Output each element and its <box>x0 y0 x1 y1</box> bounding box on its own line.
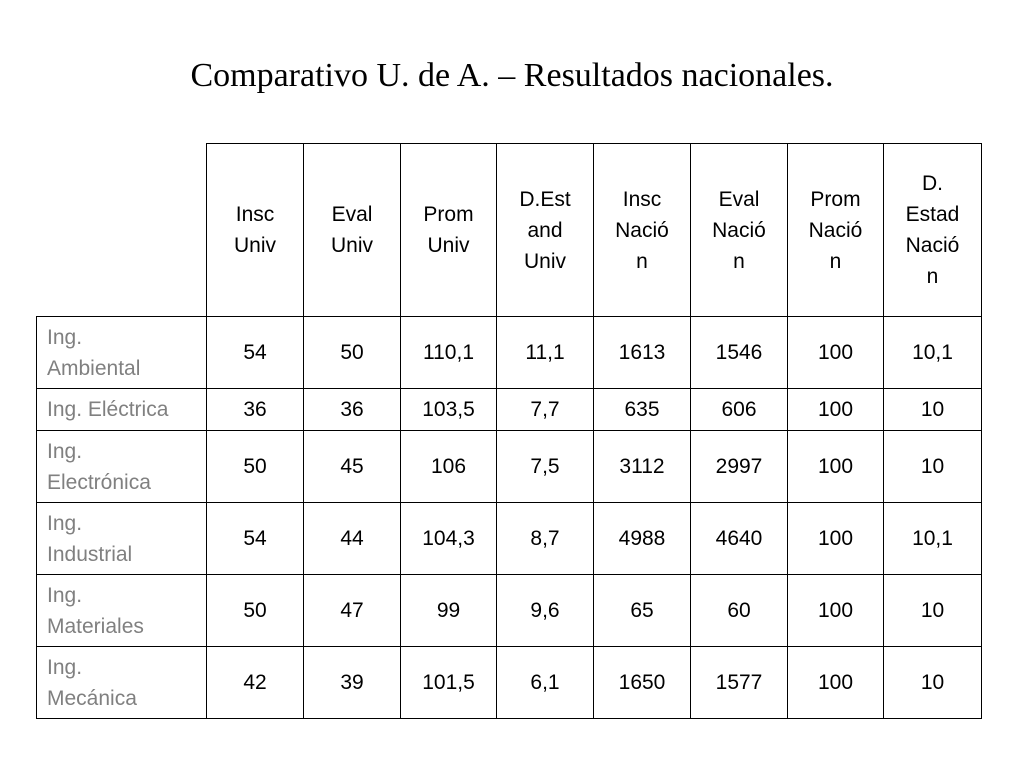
table-cell: 54 <box>207 317 304 389</box>
table-cell: 50 <box>207 575 304 647</box>
table-cell: 10,1 <box>884 317 982 389</box>
row-label: Ing. Materiales <box>37 575 207 647</box>
table-cell: 10 <box>884 389 982 431</box>
results-table <box>36 143 982 719</box>
column-header-prom-univ: Prom Univ <box>401 144 497 317</box>
table-cell: 635 <box>594 389 691 431</box>
table-cell: 36 <box>304 389 401 431</box>
table-cell: 99 <box>401 575 497 647</box>
row-label: Ing. Industrial <box>37 503 207 575</box>
column-header-dest-univ: D.Est and Univ <box>497 144 594 317</box>
table-cell: 103,5 <box>401 389 497 431</box>
table-cell: 3112 <box>594 431 691 503</box>
table-cell: 1577 <box>691 647 788 719</box>
table-cell: 606 <box>691 389 788 431</box>
table-cell: 8,7 <box>497 503 594 575</box>
corner-cell <box>37 144 207 317</box>
table-cell: 1650 <box>594 647 691 719</box>
table-row-mecanica <box>37 647 982 719</box>
row-label: Ing. Ambiental <box>37 317 207 389</box>
table-cell: 106 <box>401 431 497 503</box>
table-cell: 100 <box>788 647 884 719</box>
table-cell: 1613 <box>594 317 691 389</box>
table-cell: 10 <box>884 647 982 719</box>
table-cell: 10 <box>884 431 982 503</box>
table-cell: 11,1 <box>497 317 594 389</box>
table-cell: 7,7 <box>497 389 594 431</box>
table-row-materiales <box>37 575 982 647</box>
table-cell: 100 <box>788 503 884 575</box>
table-row-electrica <box>37 389 982 431</box>
table-cell: 110,1 <box>401 317 497 389</box>
table-row-industrial <box>37 503 982 575</box>
table-cell: 2997 <box>691 431 788 503</box>
table-cell: 100 <box>788 389 884 431</box>
column-header-eval-univ: Eval Univ <box>304 144 401 317</box>
table-cell: 50 <box>207 431 304 503</box>
table-cell: 42 <box>207 647 304 719</box>
table-cell: 6,1 <box>497 647 594 719</box>
table-cell: 45 <box>304 431 401 503</box>
table-cell: 104,3 <box>401 503 497 575</box>
table-cell: 54 <box>207 503 304 575</box>
row-label: Ing. Eléctrica <box>37 389 207 431</box>
column-header-eval-nacion: Eval Nació n <box>691 144 788 317</box>
row-label: Ing. Electrónica <box>37 431 207 503</box>
table-cell: 10 <box>884 575 982 647</box>
table-cell: 4988 <box>594 503 691 575</box>
slide-title: Comparativo U. de A. – Resultados nacionales. <box>190 57 834 94</box>
table-cell: 50 <box>304 317 401 389</box>
table-row-ambiental <box>37 317 982 389</box>
row-label: Ing. Mecánica <box>37 647 207 719</box>
column-header-prom-nacion: Prom Nació n <box>788 144 884 317</box>
table-cell: 36 <box>207 389 304 431</box>
column-header-insc-nacion: Insc Nació n <box>594 144 691 317</box>
table-cell: 65 <box>594 575 691 647</box>
table-cell: 60 <box>691 575 788 647</box>
table-cell: 100 <box>788 575 884 647</box>
table-row-electronica <box>37 431 982 503</box>
table-cell: 100 <box>788 317 884 389</box>
table-cell: 10,1 <box>884 503 982 575</box>
table-cell: 100 <box>788 431 884 503</box>
table-cell: 39 <box>304 647 401 719</box>
table-cell: 101,5 <box>401 647 497 719</box>
table-cell: 47 <box>304 575 401 647</box>
header-row <box>37 144 982 317</box>
column-header-dest-nacion: D. Estad Nació n <box>884 144 982 317</box>
table-cell: 44 <box>304 503 401 575</box>
table-cell: 4640 <box>691 503 788 575</box>
column-header-insc-univ: Insc Univ <box>207 144 304 317</box>
table-cell: 9,6 <box>497 575 594 647</box>
table-cell: 7,5 <box>497 431 594 503</box>
table-cell: 1546 <box>691 317 788 389</box>
